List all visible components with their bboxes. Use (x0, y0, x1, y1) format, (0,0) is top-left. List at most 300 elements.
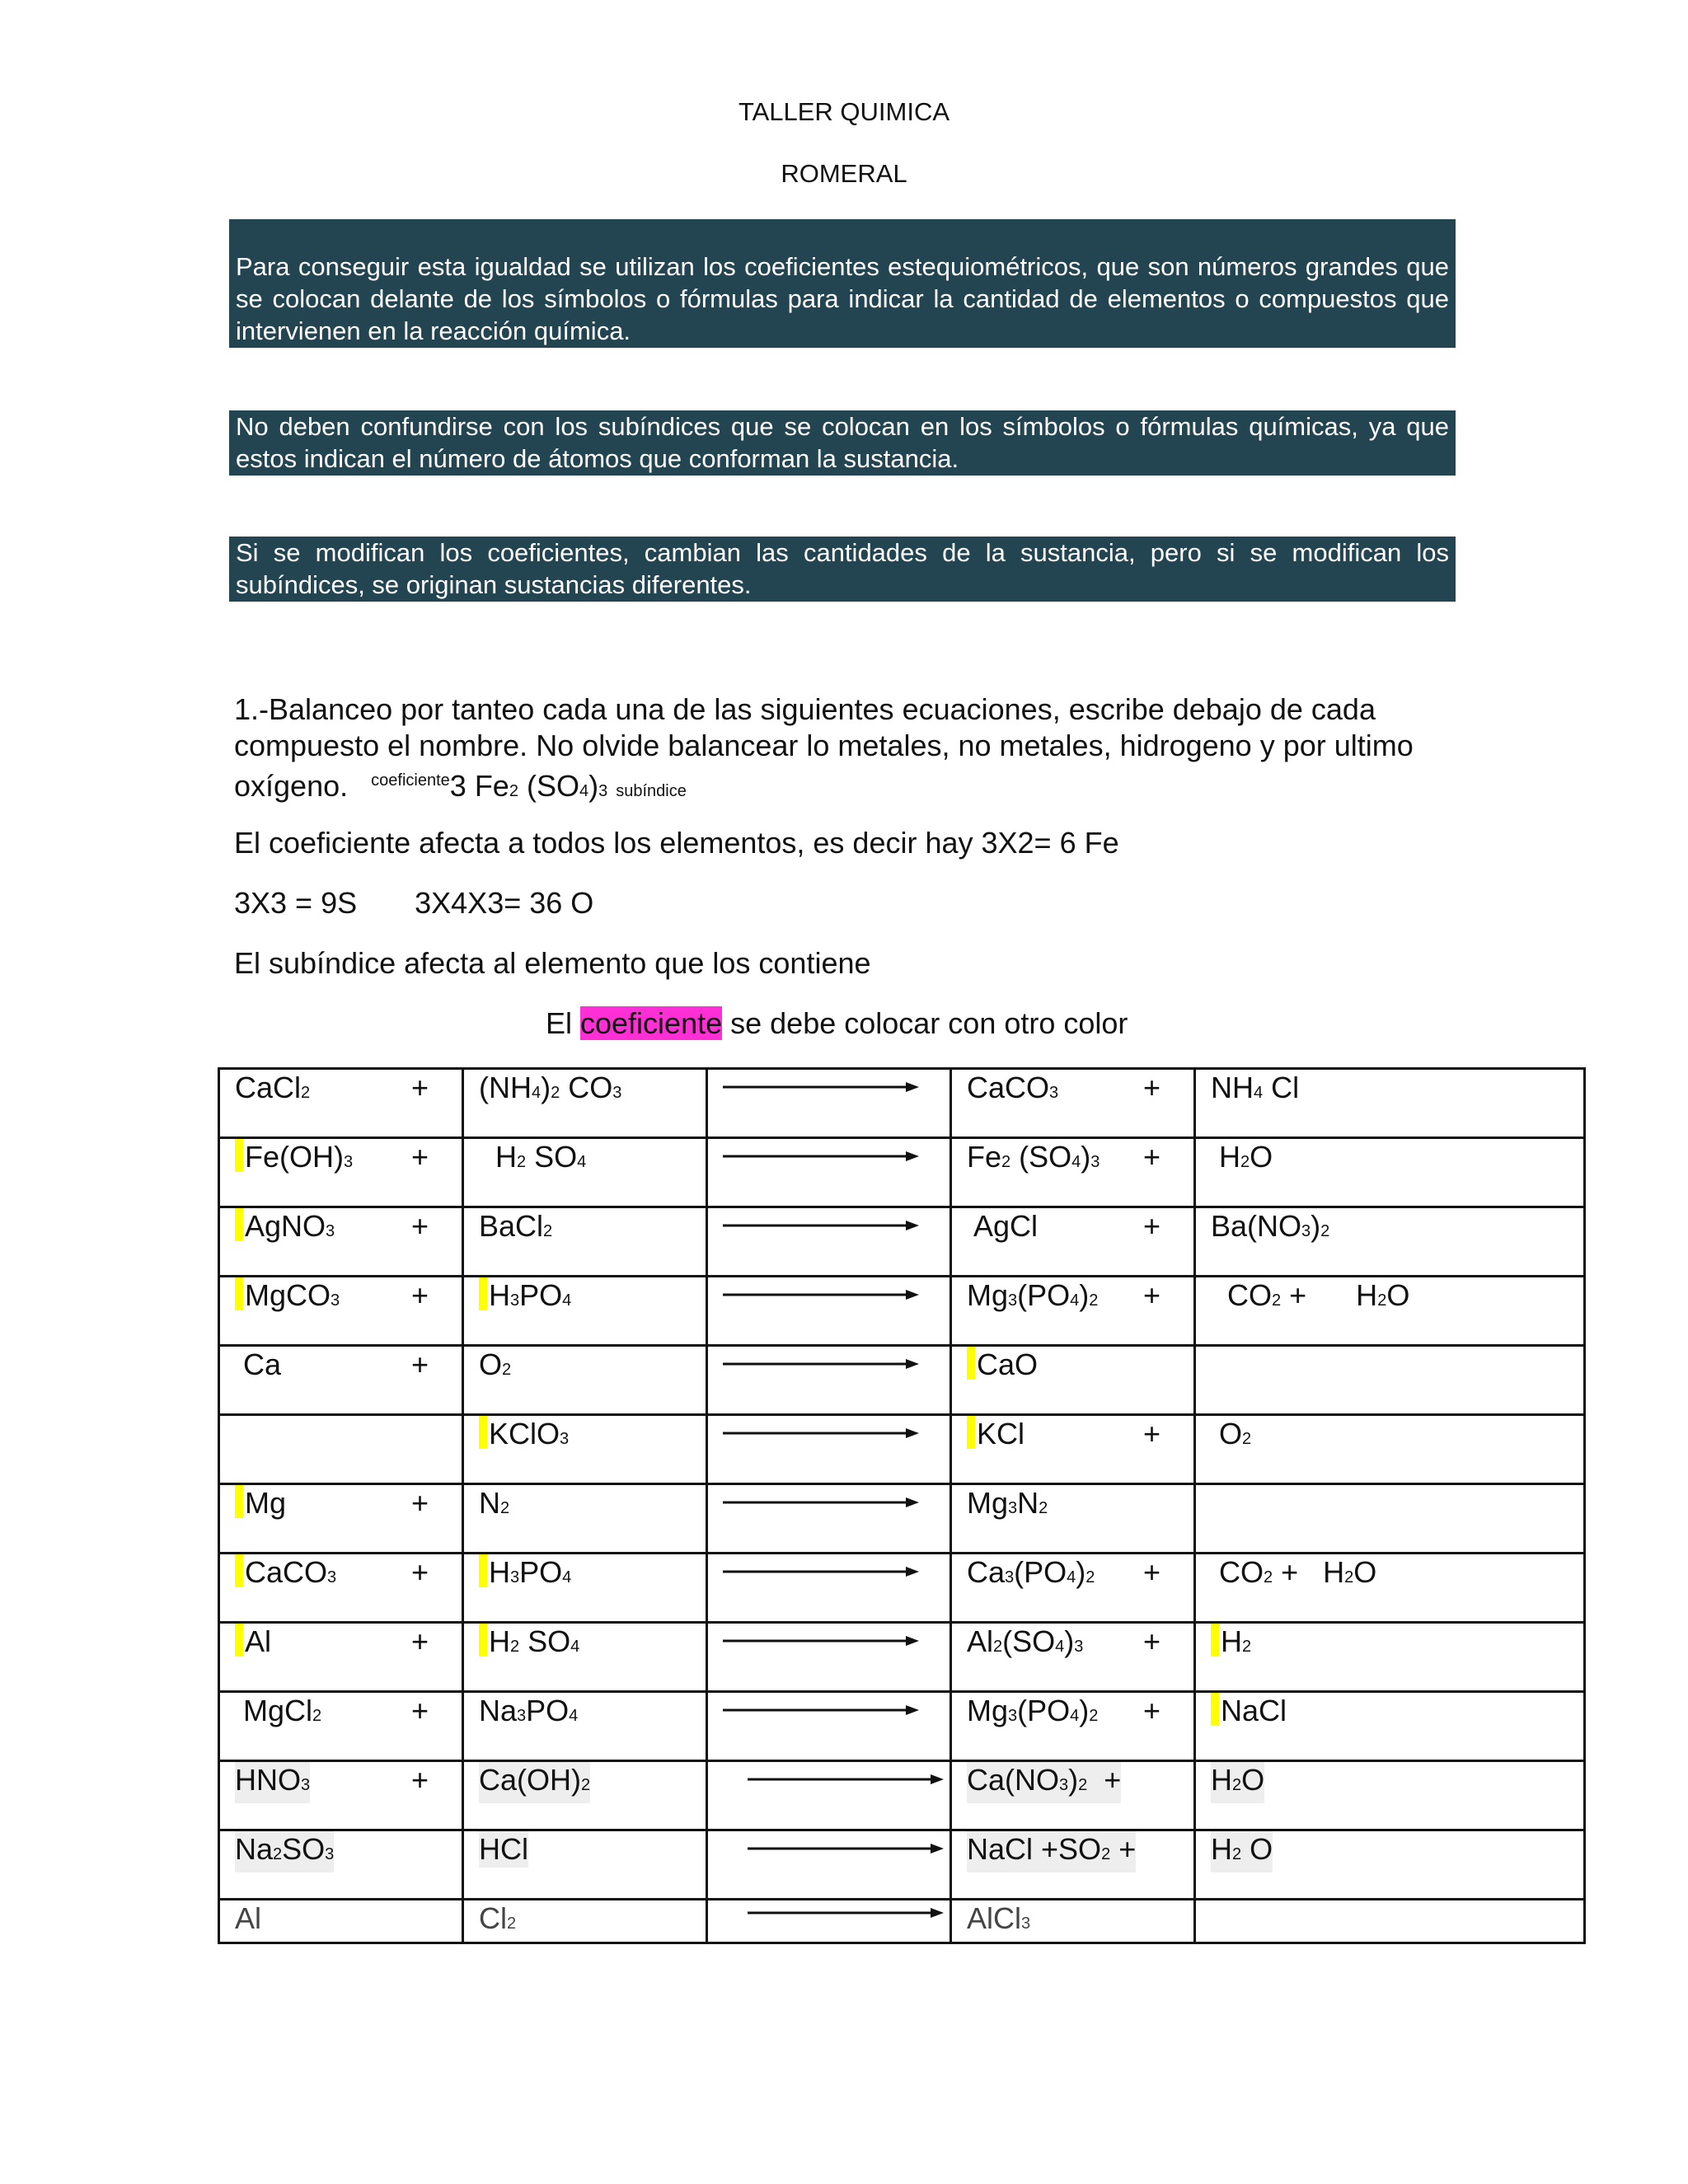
formula-text: O (1211, 1417, 1243, 1451)
reaction-arrow-icon (723, 1151, 919, 1162)
reactant-1-cell (235, 1762, 462, 1803)
subscript: 4 (562, 1291, 572, 1310)
plus-sign: + (1142, 1417, 1160, 1451)
formula-text: H (489, 1624, 510, 1658)
plus-sign: + (410, 1071, 429, 1104)
formula-text: CaO (977, 1347, 1039, 1381)
formula-text: Na (479, 1694, 518, 1727)
reactant-1 (235, 1208, 335, 1249)
instruction-line-3 (234, 762, 687, 810)
table-row (219, 1069, 1585, 1138)
subscript: 2 (1320, 1222, 1330, 1240)
formula-text: ) (1079, 1694, 1090, 1727)
instruction-text: se debe colocar con otro color (722, 1006, 1128, 1040)
reactant-1 (235, 1554, 336, 1596)
plus-sign: + (410, 1486, 429, 1520)
product-1-column (951, 1692, 1195, 1761)
formula-text: ) (1068, 1763, 1079, 1797)
highlight-mark (235, 1208, 243, 1241)
formula-text: O (1241, 1832, 1273, 1866)
product-2 (1211, 1208, 1329, 1249)
formula-text: HNO (235, 1763, 301, 1797)
plus-sign: + (410, 1694, 429, 1727)
subscript: 3 (325, 1845, 335, 1863)
plus-sign: + (410, 1555, 429, 1589)
product-1-column (951, 1207, 1195, 1277)
example-paren: ) (588, 769, 599, 803)
subscript: 4 (1071, 1153, 1081, 1171)
reactant-1-column (219, 1277, 463, 1346)
formula-text: + (1087, 1763, 1122, 1797)
formula-text: (SO (1002, 1624, 1056, 1658)
table-row (219, 1554, 1585, 1623)
table-row (219, 1207, 1585, 1277)
reactant-2-column (463, 1207, 707, 1277)
product-1 (967, 1416, 1025, 1452)
formula-text: O (479, 1347, 503, 1381)
reactant-1-cell (235, 1900, 462, 1937)
plus-sign: + (410, 1209, 429, 1243)
product-1-column (951, 1554, 1195, 1623)
product-1-column (951, 1830, 1195, 1900)
formula-text: H (1211, 1140, 1240, 1174)
product-2-cell (1211, 1139, 1583, 1180)
instruction-line-1: 1.-Balanceo por tanteo cada una de las siguientes ecuaciones, escribe debajo de cada (234, 692, 1376, 726)
highlight-mark (235, 1624, 243, 1657)
product-2-column (1195, 1761, 1585, 1830)
formula-text: (SO (1010, 1140, 1072, 1174)
reactant-2 (479, 1208, 552, 1249)
reactant-2-cell (479, 1900, 706, 1942)
formula-text: ) (1064, 1624, 1075, 1658)
formula-text: Al (235, 1901, 262, 1935)
reactant-2-cell (479, 1485, 706, 1526)
subscript: 3 (1008, 1499, 1018, 1517)
subscript: 2 (1232, 1845, 1242, 1863)
arrow-column (707, 1761, 951, 1830)
plus-sign: + (410, 1347, 429, 1381)
reactant-1-column (219, 1415, 463, 1484)
formula-text: (NH (479, 1071, 532, 1104)
table-row (219, 1692, 1585, 1761)
reaction-arrow-icon (748, 1774, 944, 1785)
reactant-2 (479, 1416, 569, 1457)
subindex-label: subíndice (616, 782, 687, 800)
subscript: 2 (1242, 1638, 1252, 1656)
formula-text: ) (1311, 1209, 1321, 1243)
arrow-column (707, 1692, 951, 1761)
subscript: 2 (1085, 1568, 1095, 1586)
product-1 (967, 1831, 1136, 1872)
subscript: 2 (517, 1153, 527, 1171)
reactant-1-column (219, 1207, 463, 1277)
plus-sign: + (410, 1278, 429, 1312)
product-2-column (1195, 1692, 1585, 1761)
highlight-mark (1211, 1693, 1219, 1726)
product-1-cell (967, 1070, 1193, 1111)
reactant-1-column (219, 1138, 463, 1207)
reactant-2-cell (479, 1277, 706, 1319)
subscript: 4 (1254, 1084, 1264, 1102)
formula-text: ) (541, 1071, 551, 1104)
product-1-cell (967, 1208, 1193, 1244)
subscript: 3 (1059, 1776, 1069, 1794)
product-2-cell (1211, 1762, 1583, 1803)
example-fe-sub: 2 (509, 782, 518, 800)
equations-body (219, 1069, 1585, 1943)
formula-text: SO (526, 1140, 578, 1174)
formula-text: Na (235, 1832, 274, 1866)
formula-text: Al (967, 1624, 994, 1658)
subscript: 2 (1089, 1291, 1099, 1310)
subscript: 4 (531, 1084, 542, 1102)
reactant-2 (479, 1277, 571, 1319)
reactant-2 (479, 1624, 579, 1665)
highlight-mark (479, 1554, 487, 1587)
product-2-column (1195, 1623, 1585, 1692)
table-row (219, 1415, 1585, 1484)
plus-sign: + (410, 1763, 429, 1797)
reactant-1-cell (235, 1485, 462, 1521)
subscript: 2 (1232, 1776, 1242, 1794)
reactant-1-cell (235, 1139, 462, 1180)
example-so: (SO (526, 769, 579, 803)
formula-text: N (479, 1486, 500, 1520)
highlight-mark (1211, 1624, 1219, 1657)
subscript: 3 (1074, 1638, 1084, 1656)
formula-text: O (1250, 1140, 1273, 1174)
subscript: 3 (1090, 1153, 1100, 1171)
subscript: 4 (1070, 1291, 1080, 1310)
product-2-column (1195, 1554, 1585, 1623)
subscript: 3 (1049, 1084, 1059, 1102)
product-2-column (1195, 1069, 1585, 1138)
product-1-column (951, 1138, 1195, 1207)
formula-text: Mg (967, 1486, 1009, 1520)
product-1-cell (967, 1554, 1193, 1596)
highlight-mark (967, 1347, 975, 1380)
subscript: 2 (1001, 1153, 1011, 1171)
formula-text: Ca (235, 1347, 282, 1381)
reactant-1 (235, 1762, 310, 1803)
product-2 (1211, 1624, 1251, 1665)
plus-sign: + (1142, 1278, 1160, 1312)
reactant-2-column (463, 1346, 707, 1415)
table-row (219, 1900, 1585, 1943)
formula-text: Fe (967, 1140, 1002, 1174)
product-2-cell (1211, 1070, 1583, 1111)
formula-text: NaCl +SO (967, 1832, 1102, 1866)
reactant-2-cell (479, 1139, 706, 1180)
formula-text: HCl (479, 1832, 528, 1866)
reactant-1-cell (235, 1347, 462, 1383)
info-box-coefficients (229, 219, 1456, 348)
arrow-column (707, 1277, 951, 1346)
subscript: 2 (1377, 1291, 1387, 1310)
product-2-cell (1211, 1624, 1583, 1665)
subscript: 3 (344, 1153, 354, 1171)
reactant-1-column (219, 1761, 463, 1830)
subscript: 4 (562, 1568, 572, 1586)
plus-sign: + (1142, 1209, 1160, 1243)
formula-text: CO (560, 1071, 613, 1104)
product-1-cell (967, 1762, 1193, 1803)
subscript: 2 (1039, 1499, 1048, 1517)
highlighted-word: coeficiente (580, 1006, 723, 1040)
plus-sign: + (1142, 1624, 1160, 1658)
formula-text: CaCO (245, 1555, 328, 1589)
arrow-column (707, 1623, 951, 1692)
product-1 (967, 1554, 1095, 1596)
product-2-column (1195, 1415, 1585, 1484)
subscript: 2 (1089, 1707, 1099, 1725)
formula-text: + H (1281, 1278, 1378, 1312)
formula-text: CO (1211, 1278, 1273, 1312)
formula-text: PO (519, 1555, 563, 1589)
reactant-1-cell (235, 1693, 462, 1734)
product-2-column (1195, 1830, 1585, 1900)
reactant-2-cell (479, 1762, 706, 1803)
reactant-1 (235, 1347, 281, 1383)
product-2-column (1195, 1138, 1585, 1207)
reactant-1-column (219, 1692, 463, 1761)
product-2 (1211, 1831, 1273, 1872)
product-2 (1211, 1070, 1299, 1111)
reactant-2-column (463, 1692, 707, 1761)
formula-text: Fe(OH) (245, 1140, 344, 1174)
subscript: 3 (517, 1707, 527, 1725)
subscript: 2 (301, 1084, 311, 1102)
subscript: 2 (543, 1222, 553, 1240)
reactant-1 (235, 1070, 310, 1111)
reaction-arrow-icon (723, 1704, 919, 1716)
subscript: 3 (560, 1430, 570, 1448)
product-1-column (951, 1900, 1195, 1943)
product-2-cell (1211, 1416, 1583, 1457)
product-1-column (951, 1415, 1195, 1484)
arrow-column (707, 1207, 951, 1277)
subscript: 3 (510, 1291, 520, 1310)
reactant-2-column (463, 1138, 707, 1207)
reactant-2-cell (479, 1070, 706, 1111)
formula-text: Cl (1263, 1071, 1300, 1104)
product-1-cell (967, 1485, 1193, 1526)
formula-text: NaCl (1221, 1694, 1287, 1727)
subscript: 3 (1008, 1707, 1018, 1725)
formula-text: MgCO (245, 1278, 331, 1312)
formula-text: Mg (967, 1694, 1009, 1727)
reactant-1 (235, 1485, 286, 1521)
reactant-1-column (219, 1069, 463, 1138)
reactant-2-column (463, 1900, 707, 1943)
instruction-line-6: El subíndice afecta al elemento que los contiene (234, 946, 871, 980)
arrow-column (707, 1415, 951, 1484)
subscript: 4 (1070, 1707, 1080, 1725)
subscript: 2 (502, 1361, 512, 1379)
formula-text: CO (1211, 1555, 1264, 1589)
formula-text: AgNO (245, 1209, 326, 1243)
reaction-arrow-icon (723, 1220, 919, 1231)
product-1-column (951, 1346, 1195, 1415)
reactant-1-cell (235, 1208, 462, 1249)
subscript: 2 (551, 1084, 560, 1102)
highlight-mark (479, 1416, 487, 1449)
formula-text: (PO (1017, 1278, 1071, 1312)
product-1-cell (967, 1900, 1193, 1942)
product-2 (1211, 1762, 1264, 1803)
reactant-1-cell (235, 1277, 462, 1319)
example-coefficient: 3 (449, 769, 467, 803)
reactant-1 (235, 1693, 321, 1734)
formula-text: + (1110, 1832, 1137, 1866)
reactant-2-cell (479, 1208, 706, 1249)
plus-sign: + (1142, 1140, 1160, 1174)
reactant-1-cell (235, 1624, 462, 1660)
reactant-2-cell (479, 1831, 706, 1868)
product-2 (1211, 1416, 1251, 1457)
subscript: 2 (510, 1638, 520, 1656)
reactant-2-column (463, 1069, 707, 1138)
product-2 (1211, 1139, 1273, 1180)
coefficient-label: coeficiente (371, 771, 450, 790)
table-row (219, 1484, 1585, 1554)
formula-text: CaCl (235, 1071, 302, 1104)
instruction-line-7 (546, 1005, 1128, 1042)
info-box-text: No deben confundirse con los subíndices que se colocan en los símbolos o fórmulas químicas, ya que estos indican el número de átomos que conforman la sustancia. (236, 412, 1449, 473)
product-2-column (1195, 1346, 1585, 1415)
subscript: 2 (1101, 1845, 1111, 1863)
product-2-cell (1211, 1277, 1583, 1319)
plus-sign: + (1142, 1071, 1160, 1104)
product-2 (1211, 1554, 1376, 1596)
reactant-1-column (219, 1900, 463, 1943)
product-1-column (951, 1623, 1195, 1692)
formula-text: H (1211, 1763, 1232, 1797)
formula-text: AlCl (967, 1901, 1022, 1935)
formula-text: Ca (967, 1555, 1006, 1589)
reactant-1-column (219, 1346, 463, 1415)
highlight-mark (479, 1277, 487, 1310)
formula-text: N (1017, 1486, 1039, 1520)
reactant-2 (479, 1139, 586, 1180)
subscript: 3 (1021, 1915, 1031, 1933)
product-1 (967, 1070, 1058, 1111)
formula-text: H (1221, 1624, 1242, 1658)
subscript: 4 (577, 1153, 587, 1171)
arrow-column (707, 1830, 951, 1900)
formula-text: + H (1273, 1555, 1345, 1589)
formula-text: Mg (245, 1486, 287, 1520)
reactant-1-column (219, 1554, 463, 1623)
table-row (219, 1138, 1585, 1207)
reactant-1-column (219, 1830, 463, 1900)
subscript: 2 (273, 1845, 283, 1863)
subscript: 4 (1067, 1568, 1076, 1586)
plus-sign: + (410, 1624, 429, 1658)
subscript: 3 (612, 1084, 622, 1102)
oxygen-calc: 3X4X3= 36 O (415, 886, 594, 920)
reactant-1 (235, 1277, 340, 1319)
product-1 (967, 1208, 1038, 1244)
example-sub3: 3 (598, 782, 608, 800)
highlight-mark (235, 1139, 243, 1172)
reaction-arrow-icon (748, 1843, 944, 1854)
reactant-1-column (219, 1484, 463, 1554)
instruction-line-5 (234, 884, 593, 921)
reactant-2-cell (479, 1693, 706, 1734)
product-1-cell (967, 1347, 1193, 1383)
product-2-column (1195, 1900, 1585, 1943)
info-box-subindices (229, 410, 1456, 476)
formula-text: (PO (1014, 1555, 1067, 1589)
product-1-cell (967, 1624, 1193, 1665)
product-1 (967, 1693, 1098, 1734)
arrow-column (707, 1346, 951, 1415)
formula-text: AgCl (967, 1209, 1039, 1243)
reaction-arrow-icon (723, 1289, 919, 1301)
reactant-2-column (463, 1623, 707, 1692)
subscript: 3 (331, 1291, 340, 1310)
reactant-2-column (463, 1484, 707, 1554)
subscript: 3 (301, 1776, 311, 1794)
reactant-2-cell (479, 1554, 706, 1596)
formula-text: ) (1079, 1278, 1090, 1312)
product-1 (967, 1900, 1030, 1942)
subscript: 2 (1264, 1568, 1273, 1586)
product-1 (967, 1485, 1048, 1526)
reactant-2 (479, 1900, 516, 1942)
formula-text: PO (519, 1278, 563, 1312)
reactant-1-cell (235, 1554, 462, 1596)
reactant-1 (235, 1831, 334, 1872)
product-2-cell (1211, 1831, 1583, 1872)
formula-text: H (479, 1140, 518, 1174)
reactant-2 (479, 1762, 590, 1803)
product-1 (967, 1762, 1121, 1803)
arrow-column (707, 1554, 951, 1623)
example-fe: Fe (474, 769, 509, 803)
reaction-arrow-icon (723, 1081, 919, 1093)
reactant-2-column (463, 1415, 707, 1484)
reaction-arrow-icon (723, 1635, 919, 1647)
reactant-1 (235, 1624, 271, 1660)
table-row (219, 1346, 1585, 1415)
subscript: 2 (500, 1499, 510, 1517)
reactant-2-column (463, 1830, 707, 1900)
page-title: TALLER QUIMICA (738, 97, 950, 126)
reactant-2 (479, 1347, 511, 1388)
reaction-arrow-icon (723, 1358, 919, 1370)
product-1-column (951, 1484, 1195, 1554)
subscript: 2 (993, 1638, 1003, 1656)
formula-text: O (1241, 1763, 1265, 1797)
highlight-mark (235, 1277, 243, 1310)
formula-text: Ca(NO (967, 1763, 1060, 1797)
reactant-2-column (463, 1277, 707, 1346)
subscript: 3 (1301, 1222, 1311, 1240)
formula-text: H (489, 1555, 510, 1589)
formula-text: H (489, 1278, 510, 1312)
product-2-column (1195, 1484, 1585, 1554)
formula-text: Cl (479, 1901, 507, 1935)
formula-text: Mg (967, 1278, 1009, 1312)
product-1-cell (967, 1277, 1193, 1319)
subscript: 2 (1344, 1568, 1354, 1586)
highlight-mark (235, 1554, 243, 1587)
product-2-cell (1211, 1693, 1583, 1729)
subscript: 3 (510, 1568, 520, 1586)
plus-sign: + (1142, 1694, 1160, 1727)
